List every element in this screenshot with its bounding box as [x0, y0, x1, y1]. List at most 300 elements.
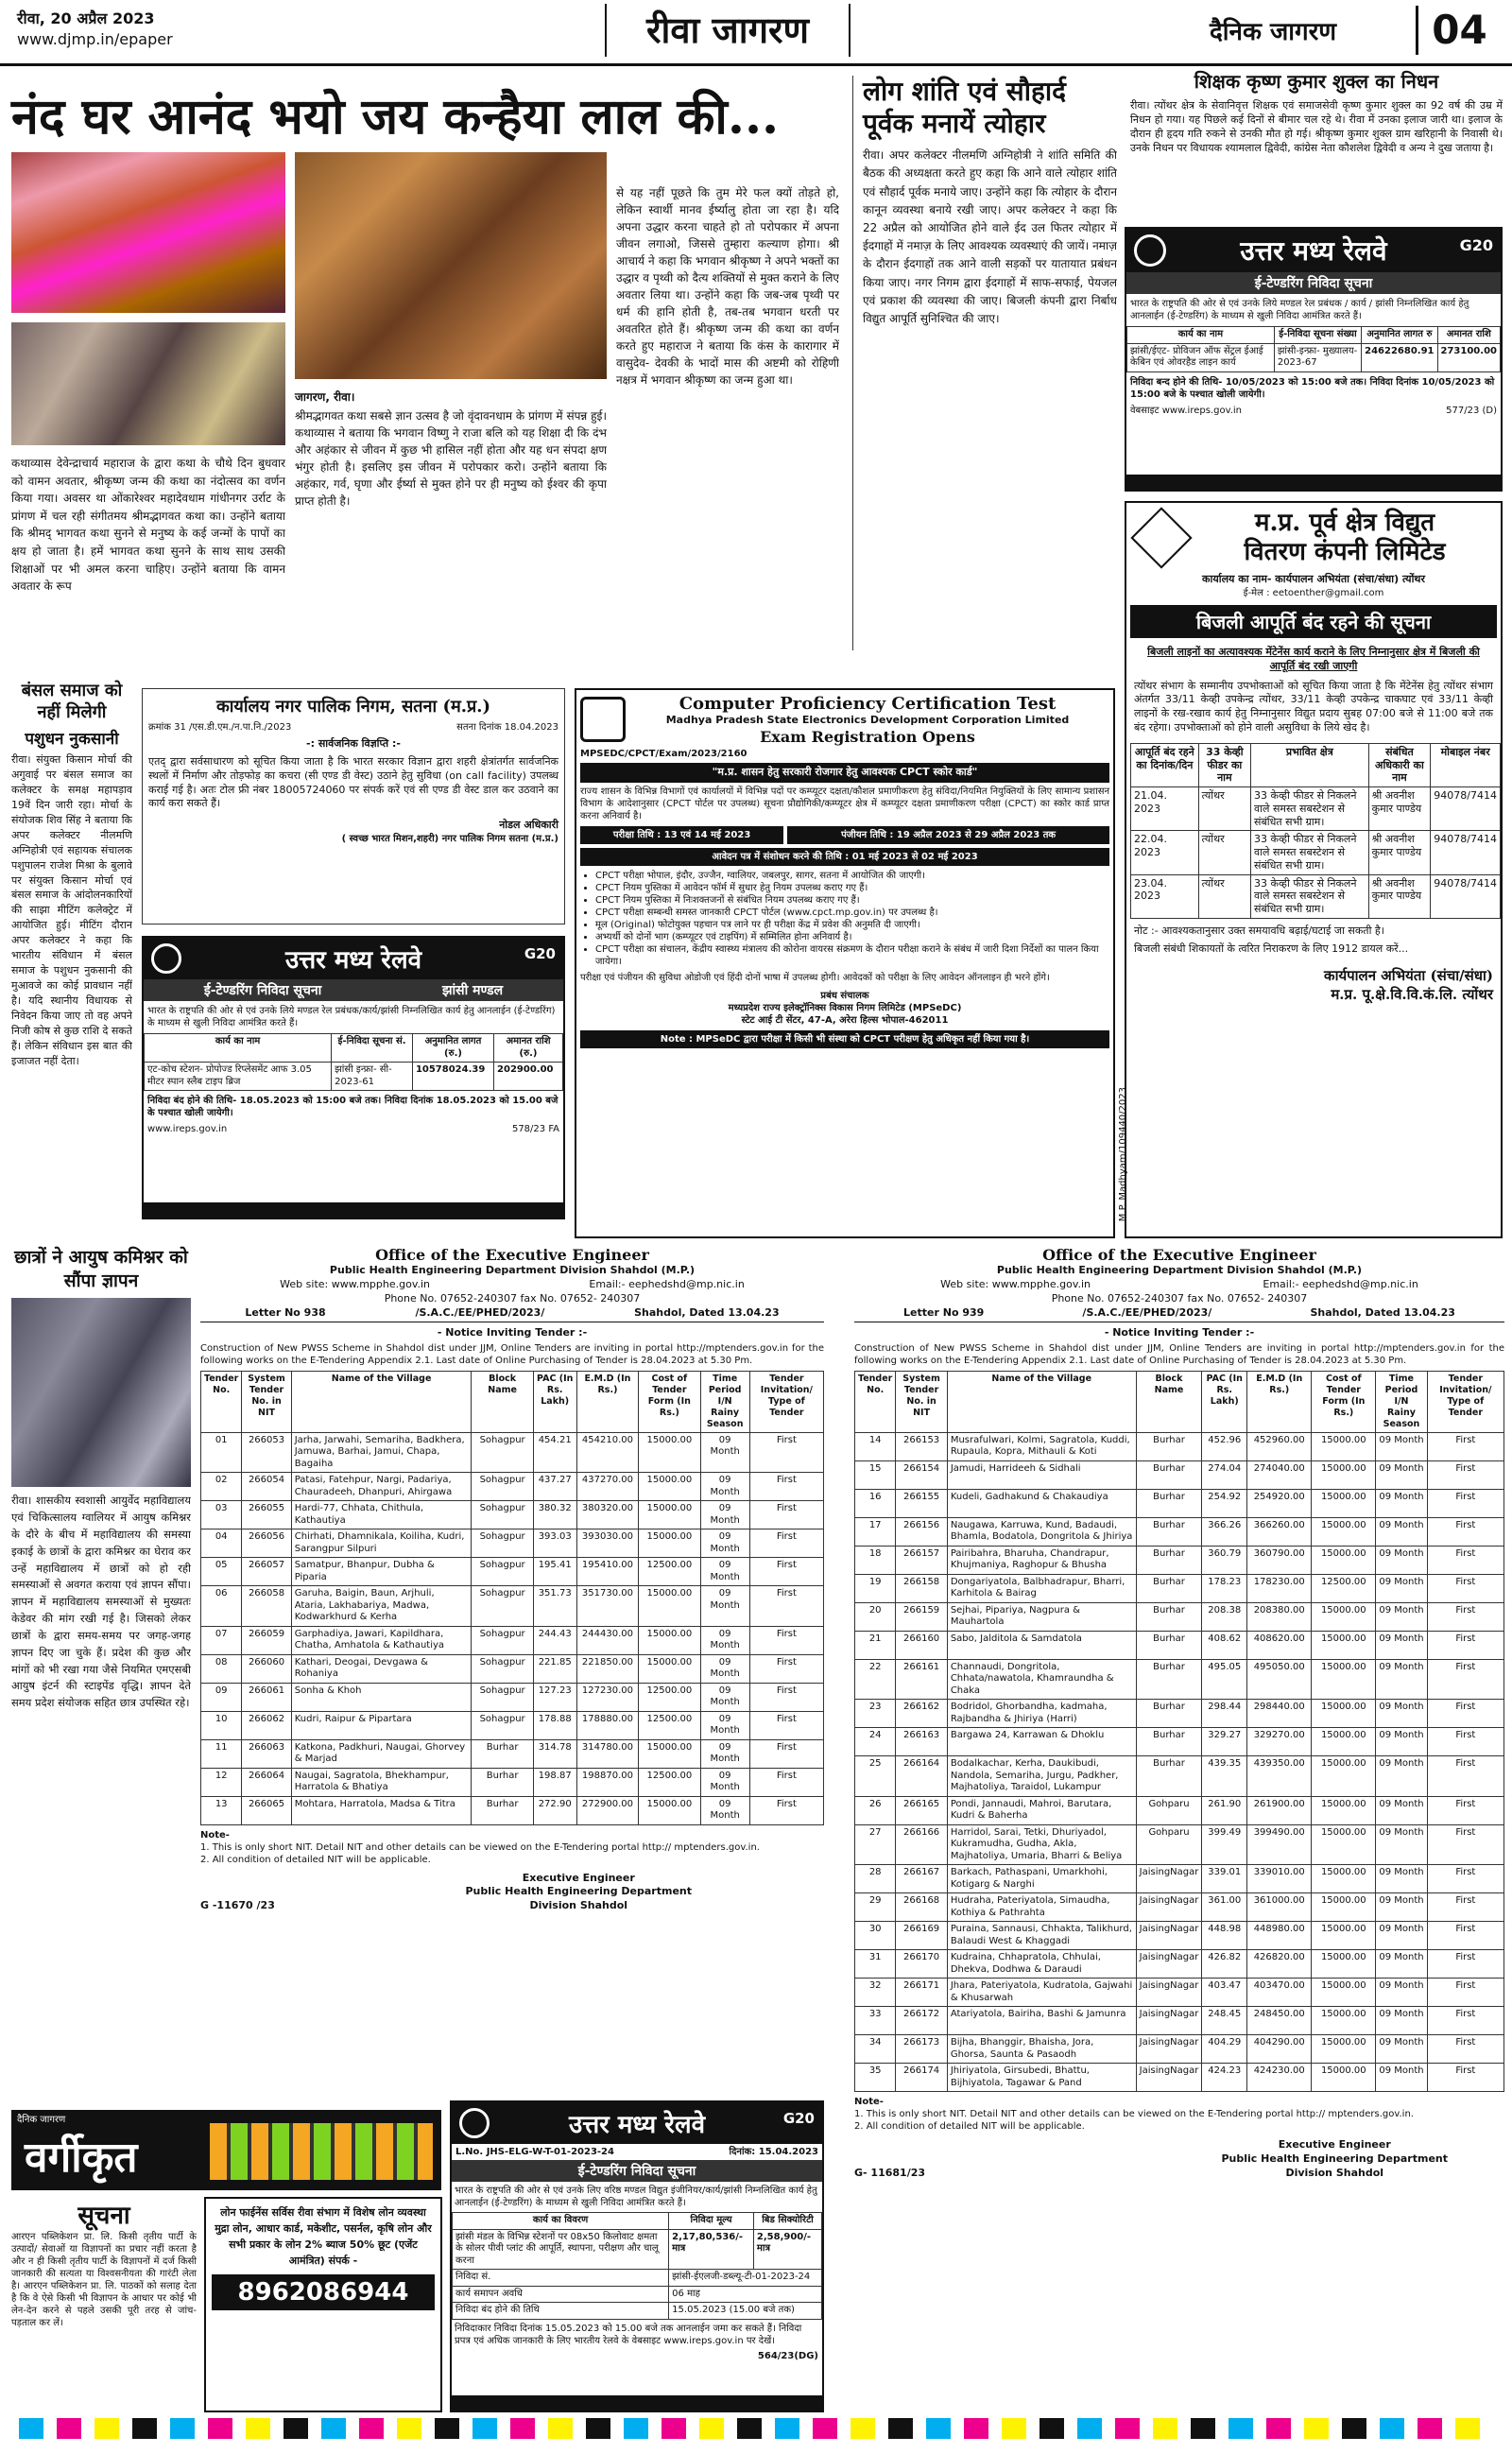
table-cell: 266170 [896, 1950, 947, 1979]
table-cell: 195.41 [533, 1558, 576, 1586]
table-cell: 06 माह [669, 2286, 822, 2303]
col-header: Time Period I/N Rainy Season [1376, 1372, 1427, 1432]
phed-tender-table [854, 1371, 1504, 2092]
loan-text: लोन फाईनेंस सर्विस रीवा संभाग में विशेष लोन व्यवस्था मुद्रा लोन, आधार कार्ड, मकेशीट, पसर्नल, कृषि लोन और सभी प्रकार के लोन 2% ब्याज 50% छूट (एजेंट आमंत्रित) संपर्क - [215, 2206, 432, 2268]
col-header: निविदा मूल्य [669, 2213, 754, 2230]
list-item: • CPCT नियम पुस्तिका में आवेदन फॉर्म में सुधार हेतु नियम उपलब्ध कराए गए हैं। [595, 882, 1109, 894]
table-row [145, 1063, 563, 1091]
table-row [855, 1728, 1504, 1756]
table-cell: 09 Month [1376, 1432, 1427, 1460]
table-cell: 495050.00 [1247, 1659, 1312, 1700]
table-cell: 266171 [896, 1979, 947, 2007]
table-cell: 12500.00 [639, 1558, 700, 1586]
col-header: System Tender No. in NIT [242, 1372, 291, 1432]
table-cell: 09 Month [1376, 1979, 1427, 2007]
table-cell: 02 [201, 1473, 242, 1501]
table-cell: 33 केव्ही फीडर से निकलने वाले समस्त सबस्टेशन से संबंधित सभी ग्राम। [1251, 787, 1369, 831]
railway-ref: 577/23 (D) [1446, 405, 1497, 416]
table-cell: Burhar [1136, 1546, 1202, 1574]
table-cell: 408620.00 [1247, 1631, 1312, 1659]
lead-headline: नंद घर आनंद भयो जय कन्हैया लाल की... [11, 88, 780, 146]
col-header: बिड सिक्योरिटी [753, 2213, 821, 2230]
table-cell: 24 [855, 1728, 896, 1756]
table-cell: First [749, 1768, 823, 1796]
table-cell: First [749, 1654, 823, 1683]
table-row [201, 1473, 824, 1501]
table-cell: 09 Month [1376, 1631, 1427, 1659]
table-cell: 01 [201, 1432, 242, 1473]
table-cell: Atariyatola, Bairiha, Bashi & Jamunra [947, 2007, 1136, 2035]
table-row [855, 1824, 1504, 1865]
table-cell: 266058 [242, 1586, 291, 1627]
railway-tender-table [1126, 326, 1501, 372]
cpct-slogan: "म.प्र. शासन हेतु सरकारी रोजगार हेतु आवश्यक CPCT स्कोर कार्ड" [580, 763, 1109, 783]
railway-subtitle: ई-टेण्डरिंग निविदा सूचना [1126, 272, 1501, 294]
table-cell: श्री अवनीश कुमार पाण्डेय [1368, 874, 1431, 918]
table-cell: 09 Month [700, 1626, 749, 1654]
table-cell: 03 [201, 1501, 242, 1529]
table-cell: 437270.00 [576, 1473, 639, 1501]
col-header: 33 केव्ही फीडर का नाम [1198, 743, 1250, 786]
cpct-online: परीक्षा एवं पंजीयन की सुविधा ओडोजी एवं हिंदी दोनों भाषा में उपलब्ध होगी। आवेदकों को परीक्षा के लिए आवेदन ऑनलाइन ही भरने होंगे। [580, 972, 1050, 983]
table-cell: 298.44 [1202, 1700, 1247, 1728]
disclaimer-notice [11, 2197, 197, 2412]
table-cell: JaisingNagar [1136, 1893, 1202, 1922]
table-cell: 15000.00 [1312, 1517, 1376, 1546]
table-cell: Burhar [1136, 1659, 1202, 1700]
phed-ref: /S.A.C./EE/PHED/2023/ [415, 1305, 545, 1319]
table-cell: 09 Month [1376, 1824, 1427, 1865]
railway-footer: निविदा बन्द होने की तिथि- 10/05/2023 को 15:00 बजे तक। निविदा दिनांक 10/05/2023 को 15:00 बजे के पश्चात खोली जायेगी। [1130, 376, 1495, 400]
table-cell: 33 केव्ही फीडर से निकलने वाले समस्त सबस्टेशन से संबंधित सभी ग्राम। [1251, 874, 1369, 918]
table-header-row [855, 1372, 1504, 1432]
table-cell: 366.26 [1202, 1517, 1247, 1546]
table-cell: 221850.00 [576, 1654, 639, 1683]
table-cell: 266062 [242, 1711, 291, 1739]
cpct-edit-dates: आवेदन पत्र में संशोधन करने की तिथि : 01 मई 2023 से 02 मई 2023 [580, 848, 1109, 866]
phed-sign-3: Division Shahdol [1285, 2166, 1384, 2179]
phed-letter: Letter No 938 [245, 1305, 326, 1319]
lead-photo-priest [11, 322, 285, 445]
railway-division: झांसी मण्डल [441, 983, 504, 998]
table-cell: 09 Month [700, 1654, 749, 1683]
table-cell: 09 Month [700, 1768, 749, 1796]
table-row [855, 1517, 1504, 1546]
table-cell: 266169 [896, 1922, 947, 1950]
municipal-sign: ( स्वच्छ भारत मिशन,शहरी) नगर पालिक निगम सतना (म.प्र.) [341, 834, 558, 845]
list-item: • अभ्यर्थी को दोनों भाग (कम्प्यूटर एवं टाइपिंग) में सम्मिलित होना अनिवार्य है। [595, 931, 1109, 943]
phed-nit-title: - Notice Inviting Tender :- [1104, 1326, 1255, 1339]
col-header: अमानत राशि [1437, 327, 1500, 344]
table-cell: Pondi, Jannaudi, Mahroi, Barutara, Kudri & Baherha [947, 1796, 1136, 1824]
table-cell: Garuha, Baigin, Baun, Arjhuli, Ataria, Lakhabariya, Madwa, Kodwarkhurd & Kerha [291, 1586, 472, 1627]
table-cell: 202900.00 [494, 1063, 563, 1091]
table-cell: 495.05 [1202, 1659, 1247, 1700]
col-header: मोबाइल नंबर [1431, 743, 1501, 786]
table-cell: 07 [201, 1626, 242, 1654]
table-cell: 274.04 [1202, 1460, 1247, 1489]
phed-sign [466, 1872, 693, 1914]
table-cell: First [749, 1739, 823, 1768]
table-cell: Burhar [1136, 1602, 1202, 1631]
table-cell: Sohagpur [472, 1529, 533, 1558]
cpct-exam-dates: परीक्षा तिथि : 13 एवं 14 मई 2023 [580, 826, 783, 844]
table-cell: झांसी-इन्फ्रा- मुख्यालय- 2023-67 [1274, 343, 1361, 372]
railway-emblem-icon [459, 2108, 490, 2138]
table-cell: 426820.00 [1247, 1950, 1312, 1979]
list-item: • CPCT परीक्षा का संचालन, केंद्रीय स्वास्थ्य मंत्रालय की कोरोना वायरस संक्रमण के दौरान परीक्षा कराने के संबंध में जारी दिशा निर्देशों का पालन किया जायेगा। [595, 943, 1109, 968]
table-cell: 178.23 [1202, 1574, 1247, 1602]
cpct-sign-label: प्रबंध संचालक [820, 990, 869, 1001]
table-cell: 272.90 [533, 1796, 576, 1824]
cpct-org: Madhya Pradesh State Electronics Development Corporation Limited [665, 714, 1070, 726]
table-row [855, 1922, 1504, 1950]
table-cell: 09 Month [1376, 1460, 1427, 1489]
table-cell: 15000.00 [639, 1626, 700, 1654]
table-cell: Bijha, Bhanggir, Bhaisha, Jora, Ghorsa, Saunta & Pasaodh [947, 2035, 1136, 2064]
table-row [855, 2035, 1504, 2064]
table-cell: 35 [855, 2064, 896, 2092]
table-cell: First [749, 1796, 823, 1824]
table-cell: 16 [855, 1489, 896, 1517]
table-cell: 351730.00 [576, 1586, 639, 1627]
table-header-row [145, 1034, 563, 1063]
lead-story [11, 90, 841, 648]
table-cell: 09 Month [700, 1711, 749, 1739]
mpeb-notice-head: बिजली लाइनों का अत्यावश्यक मेंटेनेंस कार्य कराने के लिए निम्नानुसार क्षेत्र में बिजली की आपूर्ति बंद रखी जाएगी [1147, 645, 1480, 672]
railway-emblem-icon [1134, 234, 1166, 267]
phed-sign-2: Public Health Engineering Department [1221, 2152, 1448, 2165]
table-cell: झांसी मंडल के विभिन्न स्टेशनों पर 08x50 किलोवाट क्षमता के सोलर पीवी प्लांट की आपूर्ति, स्थापना, परीक्षण और चालू करना [453, 2229, 669, 2270]
table-cell: First [1427, 1489, 1503, 1517]
list-item: • CPCT नियम पुस्तिका में निःशक्तजनों से संबंधित नियम उपलब्ध कराए गए हैं। [595, 894, 1109, 907]
railway-website[interactable]: www.ireps.gov.in [147, 1124, 228, 1134]
phed-phone: Phone No. 07652-240307 fax No. 07652- 240307 [1051, 1291, 1308, 1305]
table-cell: Katkona, Padkhuri, Naugai, Ghorvey & Marjad [291, 1739, 472, 1768]
table-cell: 314780.00 [576, 1739, 639, 1768]
table-row [855, 1546, 1504, 1574]
table-cell: 15000.00 [1312, 2064, 1376, 2092]
table-cell: 266165 [896, 1796, 947, 1824]
phed-ref-code: G- 11681/23 [854, 2166, 926, 2179]
table-cell: 09 Month [1376, 1546, 1427, 1574]
table-cell: 09 Month [1376, 1489, 1427, 1517]
table-header-row [1127, 327, 1501, 344]
table-cell: 266156 [896, 1517, 947, 1546]
table-cell: श्री अवनीश कुमार पाण्डेय [1368, 831, 1431, 874]
table-cell: First [1427, 1700, 1503, 1728]
table-cell: 09 Month [700, 1586, 749, 1627]
table-row [201, 1654, 824, 1683]
table-cell: JaisingNagar [1136, 1865, 1202, 1893]
table-cell: Puraina, Sannausi, Chhakta, Talikhurd, Balaudi West & Khaggadi [947, 1922, 1136, 1950]
table-row [1131, 787, 1501, 831]
lead-photo-krishna [11, 152, 285, 313]
classified-corner: दैनिक जागरण [17, 2115, 66, 2125]
table-cell: त्योंथर [1198, 787, 1250, 831]
table-row [201, 1501, 824, 1529]
phed-contact-row [854, 1278, 1504, 1292]
table-cell: First [1427, 1460, 1503, 1489]
bansal-body: रीवा। संयुक्त किसान मोर्चा की अगुवाई पर बंसल समाज का कलेक्टर के समक्ष महापड़ाव 19वें दिन जारी रहा। मोर्चा के संयोजक शिव सिंह ने बताया कि अपर कलेक्टर नीलमणि अग्निहोत्री एवं सहायक संचालक पशुपालन राजेश मिश्रा के बुलावे पर संयुक्त किसान मोर्चा एवं बंसल समाज के आंदोलनकारियों की साझा मीटिंग कलेक्ट्रेट में आयोजित हुई। मीटिंग दौरान अपर कलेक्टर ने कहा कि भारतीय संविधान में बंसल समाज के पशुधन नुकसानी की मुआवजे का कोई प्रावधान नहीं है। यदि स्थानीय विधायक से निवेदन किया जाए तो वह अपने निजी कोष से कुछ राशि दे सकते हैं। लेकिन संविधान इस बात की इजाजत नहीं देता। [11, 753, 132, 1067]
phed-email[interactable]: Email:- eephedshd@mp.nic.in [589, 1277, 745, 1290]
cpct-ref: MPSEDC/CPCT/Exam/2023/2160 [580, 748, 747, 759]
mpeb-schedule-table [1130, 743, 1501, 919]
phed-note-2: 2. All condition of detailed NIT will be applicable. [200, 1854, 431, 1865]
municipal-date: सतना दिनांक 18.04.2023 [456, 722, 558, 733]
table-cell: 15000.00 [639, 1796, 700, 1824]
table-cell: 06 [201, 1586, 242, 1627]
col-header: कार्य का विवरण [453, 2213, 669, 2230]
table-cell: 12500.00 [639, 1683, 700, 1711]
table-cell: 15000.00 [1312, 1631, 1376, 1659]
table-cell: Garphadiya, Jawari, Kapildhara, Chatha, Amhatola & Kathautiya [291, 1626, 472, 1654]
table-cell: Burhar [1136, 1432, 1202, 1460]
table-cell: Mohtara, Harratola, Madsa & Titra [291, 1796, 472, 1824]
disclaimer-title: सूचना [77, 2202, 130, 2230]
dateline-text: जागरण, रीवा। [295, 390, 355, 404]
table-cell: झांसी/ईएट- प्रोविजन ऑफ सेंट्रल ईआई केबिन एवं ओवरहैड लाइन कार्य [1127, 343, 1275, 372]
table-cell: 2,17,80,536/- मात्र [669, 2229, 754, 2270]
table-cell: 09 Month [1376, 1922, 1427, 1950]
table-cell: 127230.00 [576, 1683, 639, 1711]
table-cell: 351.73 [533, 1586, 576, 1627]
social-media-icons [1126, 475, 1501, 490]
phed-website[interactable]: Web site: www.mpphe.gov.in [280, 1277, 431, 1290]
table-cell: 15000.00 [1312, 1728, 1376, 1756]
railway-ref-row [452, 2144, 822, 2160]
table-cell: First [1427, 1922, 1503, 1950]
table-header-row [201, 1372, 824, 1432]
table-cell: Bargawa 24, Karrawan & Dhoklu [947, 1728, 1136, 1756]
table-cell: First [1427, 1979, 1503, 2007]
table-cell: 178.88 [533, 1711, 576, 1739]
railway-website[interactable]: वेबसाइट www.ireps.gov.in [1130, 405, 1243, 416]
table-cell: 454210.00 [576, 1432, 639, 1473]
table-cell: Patasi, Fatehpur, Nargi, Padariya, Chauradeeh, Dhanpuri, Ahirgawa [291, 1473, 472, 1501]
table-cell: Hudraha, Pateriyatola, Simaudha, Kothiya & Pathrahta [947, 1893, 1136, 1922]
table-cell: Sohagpur [472, 1683, 533, 1711]
municipal-ref: क्रमांक 31 /एस.डी.एम./न.पा.नि./2023 [148, 722, 292, 733]
railway-footer: निविदा बंद होने की तिथि- 18.05.2023 को 15:00 बजे तक। निविदा दिनांक 18.05.2023 को 15.00 बजे के पश्चात खोली जायेगी। [147, 1096, 558, 1118]
table-cell: 09 Month [1376, 2035, 1427, 2064]
table-cell: Burhar [1136, 1631, 1202, 1659]
table-cell: 08 [201, 1654, 242, 1683]
table-cell: 15000.00 [1312, 1659, 1376, 1700]
table-cell: निविदा बंद होने की तिथि [453, 2303, 669, 2320]
table-cell: 09 Month [1376, 1950, 1427, 1979]
g20-logo-icon: G20 [524, 945, 556, 962]
phed-email[interactable]: Email:- eephedshd@mp.nic.in [1263, 1277, 1418, 1290]
railway-web-row [144, 1123, 563, 1135]
table-cell: 26 [855, 1796, 896, 1824]
col-header: कार्य का नाम [1127, 327, 1275, 344]
table-cell: 09 Month [1376, 1756, 1427, 1797]
table-cell: 339010.00 [1247, 1865, 1312, 1893]
table-cell: 09 Month [700, 1473, 749, 1501]
phed-tender-table [200, 1371, 824, 1824]
table-cell: Jamudi, Harrideeh & Sidhali [947, 1460, 1136, 1489]
table-cell: 10578024.39 [412, 1063, 493, 1091]
table-cell: 380.32 [533, 1501, 576, 1529]
table-cell: Barkach, Pathaspani, Umarkhohi, Kotigarg & Narghi [947, 1865, 1136, 1893]
table-cell: Dongariyatola, Balbhadrapur, Bharri, Karhitola & Bairag [947, 1574, 1136, 1602]
table-row [855, 1489, 1504, 1517]
table-cell: First [749, 1711, 823, 1739]
table-cell: 34 [855, 2035, 896, 2064]
table-row [855, 1460, 1504, 1489]
table-cell: 18 [855, 1546, 896, 1574]
table-cell: Gohparu [1136, 1796, 1202, 1824]
bansal-headline: बंसल समाज को नहीं मिलेगी [21, 681, 123, 722]
epaper-link[interactable]: www.djmp.in/epaper [17, 30, 173, 48]
table-cell: 266163 [896, 1728, 947, 1756]
table-cell: कार्य समापन अवधि [453, 2286, 669, 2303]
cpct-exam: Exam Registration Opens [760, 727, 975, 746]
table-cell: 15000.00 [1312, 2007, 1376, 2035]
table-row [855, 1602, 1504, 1631]
table-cell: Jarha, Jarwahi, Semariha, Badkhera, Jamuwa, Barhai, Jamui, Chapa, Bagaiha [291, 1432, 472, 1473]
table-cell: First [1427, 1824, 1503, 1865]
table-cell: 09 Month [1376, 1700, 1427, 1728]
table-cell: 380320.00 [576, 1501, 639, 1529]
table-cell: 448980.00 [1247, 1922, 1312, 1950]
table-cell: 266162 [896, 1700, 947, 1728]
table-cell: 33 केव्ही फीडर से निकलने वाले समस्त सबस्टेशन से संबंधित सभी ग्राम। [1251, 831, 1369, 874]
festival-body: रीवा। अपर कलेक्टर नीलमणि अग्निहोत्री ने शांति समिति की बैठक की अध्यक्षता करते हुए कहा कि आने वाले त्योहार शांति एवं सौहार्द पूर्वक मनाये जाए। उन्होंने कहा कि त्योहार के दौरान कानून व्यवस्था बनाये रखी जाए। अपर कलेक्टर ने कहा कि 22 अप्रैल को आयोजित होने वाले ईद उल फितर त्योहार में ईदगाहों में नमाज़ के लिए आवश्यक व्यवस्थाएं की जायें। नमाज़ के दौरान ईदगाहों तक आने वाली सड़कों पर यातायात प्रबंधन किया जाए। नगर निगम द्वारा ईदगाहों में साफ-सफाई, पेयजल एवं प्रकाश की व्यवस्था की जाए। बिजली कंपनी द्वारा निर्बाध विद्युत आपूर्ति सुनिश्चित की जाए। [863, 148, 1117, 325]
table-cell: 274040.00 [1247, 1460, 1312, 1489]
table-cell: 266055 [242, 1501, 291, 1529]
phed-website[interactable]: Web site: www.mpphe.gov.in [940, 1277, 1091, 1290]
table-cell: 266054 [242, 1473, 291, 1501]
table-cell: 15.05.2023 (15.00 बजे तक) [669, 2303, 822, 2320]
table-cell: 248.45 [1202, 2007, 1247, 2035]
table-cell: 13 [201, 1796, 242, 1824]
col-header: अनुमानित लागत रु [1362, 327, 1437, 344]
table-cell: First [1427, 1602, 1503, 1631]
table-cell: 266060 [242, 1654, 291, 1683]
col-header: आपूर्ति बंद रहने का दिनांक/दिन [1131, 743, 1199, 786]
table-cell: 408.62 [1202, 1631, 1247, 1659]
table-cell: 261900.00 [1247, 1796, 1312, 1824]
table-cell: JaisingNagar [1136, 2064, 1202, 2092]
table-cell: Sohagpur [472, 1654, 533, 1683]
mpsedc-logo-icon [580, 697, 626, 742]
table-cell: First [749, 1501, 823, 1529]
table-cell: 32 [855, 1979, 896, 2007]
table-cell: First [749, 1586, 823, 1627]
table-cell: 09 Month [1376, 1517, 1427, 1546]
table-cell: Kudri, Raipur & Pipartara [291, 1711, 472, 1739]
cpct-title: Computer Proficiency Certification Test [679, 694, 1057, 714]
table-row [453, 2229, 822, 2270]
cpct-reg-dates: पंजीयन तिथि : 19 अप्रैल 2023 से 29 अप्रैल 2023 तक [787, 826, 1109, 844]
table-cell: 266057 [242, 1558, 291, 1586]
phed-date: Shahdol, Dated 13.04.23 [634, 1305, 780, 1319]
table-cell: त्योंथर [1198, 831, 1250, 874]
table-cell: 20 [855, 1602, 896, 1631]
table-row [201, 1768, 824, 1796]
table-row [855, 1432, 1504, 1460]
ayush-story [11, 1246, 191, 2097]
table-cell: Kudraina, Chhapratola, Chhulai, Dhekva, Dodhwa & Daraudi [947, 1950, 1136, 1979]
table-cell: 15000.00 [1312, 1489, 1376, 1517]
col-header: Cost of Tender Form (In Rs.) [1312, 1372, 1376, 1432]
list-item: • मूल (Original) फोटोयुक्त पहचान पत्र लाने पर ही परीक्षा केंद्र में प्रवेश की अनुमति दी जाएगी। [595, 919, 1109, 931]
classified-icons-strip [210, 2123, 433, 2180]
railway-intro: भारत के राष्ट्रपति की ओर से एवं उनके लिये मण्डल रेल प्रबंधक/कार्य/झांसी निम्नलिखित कार्य हेतु आनलाईन (ई-टेण्डरिंग) के माध्यम से खुली निविदा आमंत्रित करते हैं। [147, 1006, 556, 1028]
table-cell: First [749, 1432, 823, 1473]
table-cell: Burhar [1136, 1460, 1202, 1489]
table-cell: Burhar [1136, 1728, 1202, 1756]
table-cell: 2,58,900/- मात्र [753, 2229, 821, 2270]
table-cell: 266155 [896, 1489, 947, 1517]
col-header: Tender No. [855, 1372, 896, 1432]
railway-title-text: उत्तर मध्य रेलवे [284, 946, 422, 975]
col-header: Name of the Village [291, 1372, 472, 1432]
table-cell: Sohagpur [472, 1586, 533, 1627]
table-cell: First [1427, 2007, 1503, 2035]
table-cell: First [749, 1558, 823, 1586]
table-cell: 15000.00 [1312, 1865, 1376, 1893]
table-cell: 09 Month [700, 1529, 749, 1558]
festival-story [852, 76, 1117, 650]
loan-phone[interactable]: 8962086944 [212, 2274, 435, 2310]
table-cell: 244430.00 [576, 1626, 639, 1654]
table-cell: First [1427, 1893, 1503, 1922]
table-cell: Sohagpur [472, 1473, 533, 1501]
mpeb-title-2: वितरण कंपनी लिमिटेड [1244, 538, 1446, 566]
table-cell: JaisingNagar [1136, 1979, 1202, 2007]
table-cell: 15000.00 [1312, 1432, 1376, 1460]
phed-phone: Phone No. 07652-240307 fax No. 07652- 240307 [384, 1291, 641, 1305]
table-row [453, 2270, 822, 2287]
table-row [201, 1432, 824, 1473]
table-cell: 403.47 [1202, 1979, 1247, 2007]
table-cell: 09 Month [700, 1501, 749, 1529]
railway-intro: भारत के राष्ट्रपति की ओर से एवं उनके लिये मण्डल रेल प्रबंधक / कार्य / झांसी निम्नलिखित कार्य हेतु आनलाईन (ई-टेण्डरिंग) के माध्यम से खुली निविदा आमंत्रित करते हैं। [1130, 299, 1469, 321]
power-cut-notice [1125, 501, 1503, 1238]
table-cell: 15000.00 [1312, 1460, 1376, 1489]
table-cell: Burhar [472, 1796, 533, 1824]
ayush-photo [11, 1298, 191, 1487]
phed-note-1: 1. This is only short NIT. Detail NIT and other details can be viewed on the E-Tendering portal http:// mptenders.gov.in. [854, 2109, 1414, 2120]
table-cell: 424.23 [1202, 2064, 1247, 2092]
phed-sign-1: Executive Engineer [1278, 2138, 1391, 2152]
col-header: Name of the Village [947, 1372, 1136, 1432]
mpeb-sign-2: म.प्र. पू.क्षे.वि.वि.कं.लि. त्योंथर [1331, 985, 1493, 1003]
col-header: Block Name [1136, 1372, 1202, 1432]
table-cell: 127.23 [533, 1683, 576, 1711]
table-cell: 94078/7414 [1431, 874, 1501, 918]
col-header: Tender Invitation/ Type of Tender [1427, 1372, 1503, 1432]
table-cell: 221.85 [533, 1654, 576, 1683]
railway-tender-table [452, 2212, 822, 2320]
municipal-sign-label: नोडल अधिकारी [499, 819, 558, 832]
cpct-points [595, 870, 1109, 968]
lead-body-col3: से यह नहीं पूछते कि तुम मेरे फल क्यों तोड़ते हो, लेकिन स्वार्थी मानव ईर्ष्यालु होता जा रहा है। यदि अपना उद्धार करना चाहते हो तो परोपकार में अपना जीवन लगाओ, जिससे तुम्हारा कल्याण होगा। श्री आचार्य ने कहा कि भगवान श्रीकृष्ण ने अपने भक्तों का उद्धार व पृथ्वी को दैत्य शक्तियों से मुक्त कराने के लिए अवतार लिया था। उन्होंने कहा कि जब-जब पृथ्वी पर धर्म की हानि होती है, तब-तब भगवान धरती पर अवतरित होते हैं। श्रीकृष्ण जन्म की कथा का वर्णन करते हुए महाराज ने बताया कि कंस के कारागार में वासुदेव- देवकी के भादों मास की अष्टमी को रोहिणी नक्षत्र में भगवान श्रीकृष्ण का जन्म हुआ था। [616, 186, 839, 387]
phed-note-1: 1. This is only short NIT. Detail NIT and other details can be viewed on the E-Tendering portal http:// mptenders.gov.in. [200, 1841, 760, 1853]
table-cell: 09 Month [700, 1683, 749, 1711]
table-cell: 31 [855, 1950, 896, 1979]
table-row [855, 1659, 1504, 1700]
mpeb-notice-body: त्योंथर संभाग के सम्मानीय उपभोक्ताओं को सूचित किया जाता है कि मेंटेनेंस हेतु त्योंथर संभाग अंतर्गत 33/11 केव्ही उपकेन्द्र त्योंथर, 33/11 केव्ही उपकेन्द्र चाकघाट एवं 33/11 केव्ही लाइनों के रख-रखाव कार्य हेतु निम्नानुसार विद्युत प्रदाय सुबह 07:00 बजे से 11:00 बजे तक बंद रहेगा। उपभोक्ताओं को होने वाली असुविधा के लिये खेद है। [1134, 679, 1493, 734]
classified-title: वर्गीकृत [25, 2134, 138, 2182]
loan-advertisement [204, 2197, 442, 2412]
table-cell: 404.29 [1202, 2035, 1247, 2064]
table-cell: 439.35 [1202, 1756, 1247, 1797]
color-registration-strip [19, 2418, 1493, 2439]
